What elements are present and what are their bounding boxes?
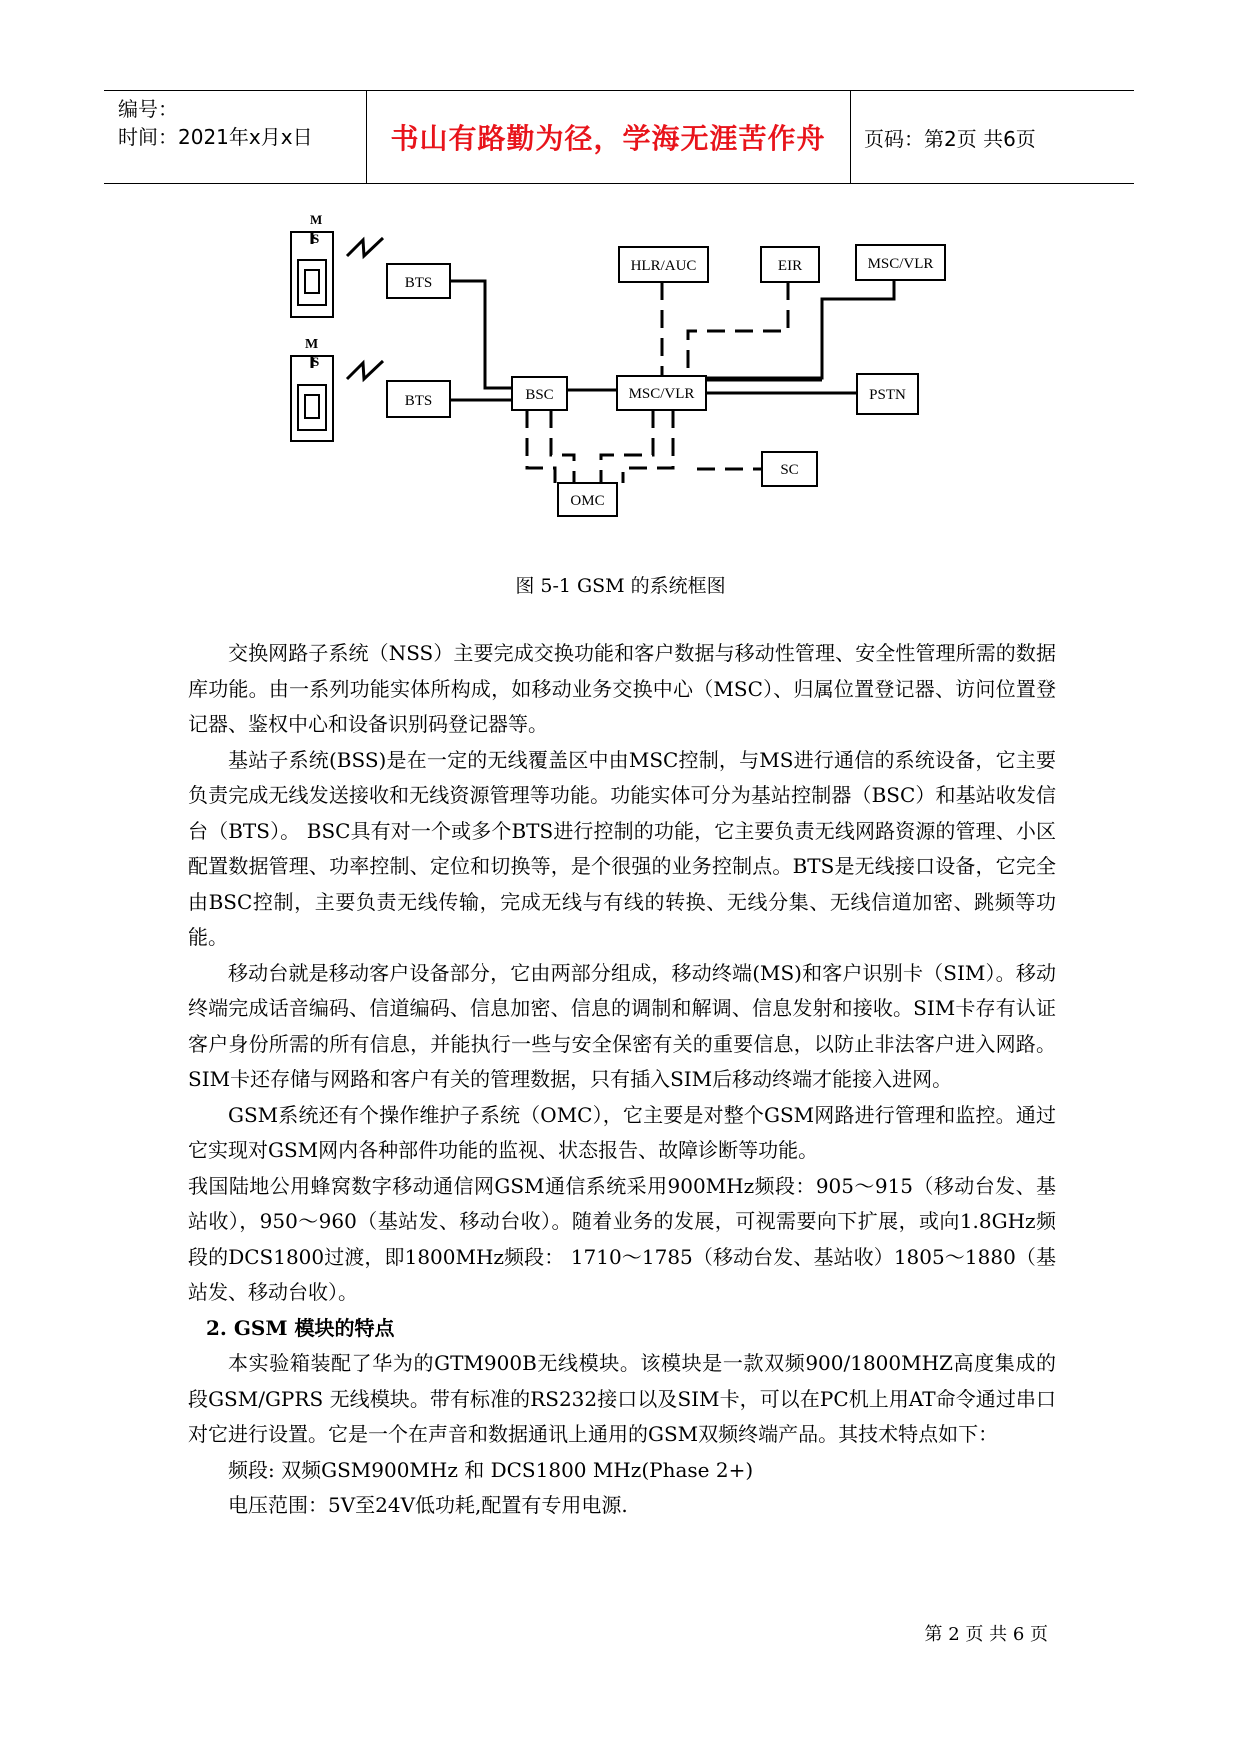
gsm-system-diagram xyxy=(0,0,1241,560)
bsc-box xyxy=(512,377,567,410)
msc-vlr-top-label: MSC/VLR xyxy=(867,256,934,272)
paragraph-frequency: 我国陆地公用蜂窝数字移动通信网GSM通信系统采用900MHz频段：905～915（移动台发、基站收），950～960（基站发、移动台收）。随着业务的发展，可视需要向下扩展，或向1.8GHz频段的DCS1800过渡，即1800MHz频段： 1710～1785（移动台发、基站收）1805～1880（基站发、移动台收）。 xyxy=(188,1173,1056,1304)
document-time-label: 时间：2021年x月x日 xyxy=(118,125,313,149)
msc-vlr-top-box xyxy=(856,245,945,280)
pstn-label: PSTN xyxy=(869,387,906,403)
header-page-label: 页码：第2页 共6页 xyxy=(864,127,1036,151)
paragraph-omc: GSM系统还有个操作维护子系统（OMC），它主要是对整个GSM网路进行管理和监控。通过它实现对GSM网内各种部件功能的监视、状态报告、故障诊断等功能。 xyxy=(188,1102,1056,1162)
bts-box-2 xyxy=(387,381,450,417)
eir-box xyxy=(761,247,819,282)
figure-caption: 图 5-1 GSM 的系统框图 xyxy=(515,575,726,597)
ms1-label-m: M xyxy=(310,212,323,227)
hlr-auc-box xyxy=(619,247,708,282)
eir-label: EIR xyxy=(777,258,803,274)
hlr-auc-label: HLR/AUC xyxy=(630,258,697,274)
msc-vlr-label: MSC/VLR xyxy=(628,386,695,402)
section-title: 2. GSM 模块的特点 xyxy=(206,1315,395,1340)
sc-box xyxy=(762,452,817,486)
bts1-label: BTS xyxy=(404,275,433,291)
sc-label: SC xyxy=(780,462,799,478)
header-motto: 书山有路勤为径，学海无涯苦作舟 xyxy=(390,122,826,155)
footer-page-number: 第 2 页 共 6 页 xyxy=(924,1624,1048,1645)
ms1-label-s: S xyxy=(312,231,320,246)
ms-device-1 xyxy=(291,212,333,317)
ms2-label-m: M xyxy=(305,337,319,352)
omc-label: OMC xyxy=(570,493,605,509)
ms2-label-s: S xyxy=(312,354,320,369)
feature-frequency: 频段: 双频GSM900MHz 和 DCS1800 MHz(Phase 2+) xyxy=(228,1457,754,1482)
bsc-label: BSC xyxy=(525,387,554,403)
msc-vlr-box xyxy=(617,376,706,410)
paragraph-bss: 基站子系统(BSS)是在一定的无线覆盖区中由MSC控制，与MS进行通信的系统设备，它主要负责完成无线发送接收和无线资源管理等功能。功能实体可分为基站控制器（BSC）和基站收发信台（BTS）。 BSC具有对一个或多个BTS进行控制的功能，它主要负责无线网路资源的管理、小区配置数据管理、功率控制、定位和切换等，是个很强的业务控制点。BTS是无线接口设备，它完全由BSC控制，主要负责无线传输，完成无线与有线的转换、无线分集、无线信道加密、跳频等功能。 xyxy=(188,747,1056,949)
feature-voltage: 电压范围：5V至24V低功耗,配置有专用电源. xyxy=(228,1493,628,1517)
body-text xyxy=(188,636,1056,1524)
omc-box xyxy=(558,483,617,516)
pstn-box xyxy=(857,374,918,414)
ms-device-2 xyxy=(291,337,333,441)
bts2-label: BTS xyxy=(404,393,433,409)
paragraph-ms: 移动台就是移动客户设备部分，它由两部分组成，移动终端(MS)和客户识别卡（SIM）。移动终端完成话音编码、信道编码、信息加密、信息的调制和解调、信息发射和接收。SIM卡存有认证客户身份所需的所有信息，并能执行一些与安全保密有关的重要信息，以防止非法客户进入网路。SIM卡还存储与网路和客户有关的管理数据，只有插入SIM后移动终端才能接入进网。 xyxy=(188,960,1056,1091)
document-number-label: 编号： xyxy=(118,97,178,121)
paragraph-module: 本实验箱装配了华为的GTM900B无线模块。该模块是一款双频900/1800MHZ高度集成的段GSM/GPRS 无线模块。带有标准的RS232接口以及SIM卡，可以在PC机上用AT命令通过串口对它进行设置。它是一个在声音和数据通讯上通用的GSM双频终端产品。其技术特点如下： xyxy=(188,1351,1056,1446)
paragraph-nss: 交换网路子系统（NSS）主要完成交换功能和客户数据与移动性管理、安全性管理所需的数据库功能。由一系列功能实体所构成，如移动业务交换中心（MSC）、归属位置登记器、访问位置登记器、鉴权中心和设备识别码登记器等。 xyxy=(188,641,1056,736)
bts-box-1 xyxy=(387,264,450,298)
radio-link-icons xyxy=(347,238,383,379)
